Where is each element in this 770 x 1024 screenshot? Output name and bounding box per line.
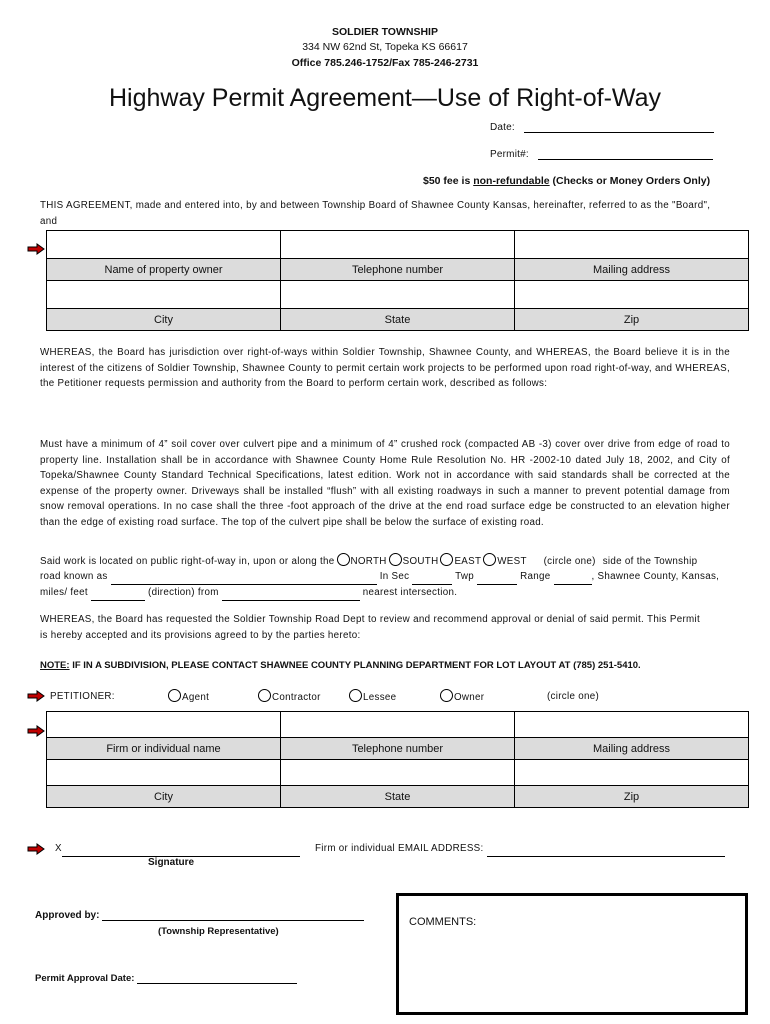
circle-one-hint: (circle one) (543, 556, 596, 567)
miles-feet-label: miles/ feet (40, 587, 88, 598)
date-field[interactable] (524, 121, 714, 133)
firm-name-input[interactable] (47, 712, 281, 738)
north-option[interactable] (337, 553, 350, 566)
intersection-field[interactable] (222, 590, 360, 601)
twp-label: Twp (455, 571, 475, 582)
date-row (490, 121, 714, 133)
email-field[interactable] (487, 846, 725, 857)
contractor-label: Contractor (272, 692, 321, 703)
petitioner-label: PETITIONER: (50, 691, 115, 702)
owner-phone-input[interactable] (281, 231, 515, 259)
north-label: NORTH (350, 556, 387, 567)
lessee-label: Lessee (363, 692, 397, 703)
owner-table (46, 230, 749, 331)
permit-row (490, 148, 713, 160)
permit-number-field[interactable] (538, 148, 713, 160)
nearest-intersection-text: nearest intersection. (362, 587, 458, 598)
distance-field[interactable] (91, 590, 145, 601)
note-line (40, 660, 641, 671)
approval-date-field[interactable] (137, 973, 297, 984)
approved-by-label: Approved by: (35, 910, 100, 921)
note-label: NOTE: (40, 660, 70, 671)
firm-zip-label: Zip (515, 786, 749, 808)
firm-phone-input[interactable] (281, 712, 515, 738)
comments-label: COMMENTS: (409, 916, 477, 928)
owner-mailing-label: Mailing address (515, 259, 749, 281)
west-label: WEST (497, 556, 527, 567)
agent-option[interactable] (168, 689, 181, 702)
location-intro: Said work is located on public right-of-way in, upon or along the (40, 556, 335, 567)
owner-label: Owner (454, 692, 485, 703)
road-known-as-label: road known as (40, 571, 108, 582)
note-text: IF IN A SUBDIVISION, PLEASE CONTACT SHAWNEE COUNTY PLANNING DEPARTMENT FOR LOT LAYOUT AT (785) 251-5410. (69, 660, 641, 671)
petitioner-contractor (256, 689, 321, 706)
firm-table (46, 711, 749, 808)
owner-name-input[interactable] (47, 231, 281, 259)
range-field[interactable] (554, 574, 592, 585)
firm-phone-label: Telephone number (281, 738, 515, 760)
south-option[interactable] (389, 553, 402, 566)
owner-mailing-input[interactable] (515, 231, 749, 259)
petitioner-circle-one: (circle one) (547, 691, 600, 702)
signature-label: Signature (148, 857, 195, 868)
owner-zip-input[interactable] (515, 281, 749, 309)
owner-option[interactable] (440, 689, 453, 702)
lessee-option[interactable] (349, 689, 362, 702)
approved-by-row (35, 910, 364, 921)
org-contact: Office 785.246-1752/Fax 785-246-2731 (291, 57, 479, 69)
township-rep-label: (Township Representative) (158, 926, 279, 937)
approval-date-label: Permit Approval Date: (35, 973, 135, 984)
page-title: Highway Permit Agreement—Use of Right-of-Way (108, 84, 662, 112)
firm-mailing-label: Mailing address (515, 738, 749, 760)
fee-suffix: (Checks or Money Orders Only) (549, 175, 711, 187)
org-address: 334 NW 62nd St, Topeka KS 66617 (302, 41, 468, 53)
owner-phone-label: Telephone number (281, 259, 515, 281)
red-arrow-icon (27, 725, 45, 737)
side-text: side of the Township (602, 556, 698, 567)
location-line-1 (40, 553, 740, 570)
red-arrow-icon (27, 843, 45, 855)
whereas-1: WHEREAS, the Board has jurisdiction over right-of-ways within Soldier Township, Shawnee County, and WHEREAS, the Board believe it is in the interest of the citizens of Soldier Township, Shawnee County to permit certain work projects to be performed upon road right-of-way, and WHEREAS, the Petitioner requests permission and authority from the Board to perform certain work, described as follows: (40, 347, 730, 390)
red-arrow-icon (27, 243, 45, 255)
firm-zip-input[interactable] (515, 760, 749, 786)
owner-city-input[interactable] (47, 281, 281, 309)
east-label: EAST (454, 556, 482, 567)
fee-prefix: $50 fee is (423, 175, 474, 187)
agreement-intro: THIS AGREEMENT, made and entered into, by and between Township Board of Shawnee County Kansas, hereinafter, referred to as the "Board", and (40, 200, 711, 227)
petitioner-lessee (347, 689, 396, 706)
firm-state-label: State (281, 786, 515, 808)
email-label: Firm or individual EMAIL ADDRESS: (315, 843, 484, 854)
approved-by-field[interactable] (102, 910, 364, 921)
signature-field[interactable] (62, 846, 300, 857)
fee-notice (423, 175, 710, 187)
location-line-2 (40, 569, 740, 585)
permit-label: Permit#: (490, 149, 529, 160)
email-row (315, 841, 725, 857)
comments-box[interactable] (396, 893, 748, 1015)
south-label: SOUTH (402, 556, 439, 567)
petitioner-agent (166, 689, 209, 706)
county-state-text: , Shawnee County, Kansas, (591, 571, 720, 582)
approval-date-row (35, 973, 297, 984)
owner-zip-label: Zip (515, 309, 749, 331)
firm-city-input[interactable] (47, 760, 281, 786)
date-label: Date: (490, 122, 515, 133)
org-name: SOLDIER TOWNSHIP (332, 26, 438, 38)
road-name-field[interactable] (111, 574, 377, 585)
owner-name-label: Name of property owner (47, 259, 281, 281)
direction-from-label: (direction) from (148, 587, 219, 598)
red-arrow-icon (27, 690, 45, 702)
contractor-option[interactable] (258, 689, 271, 702)
fee-emphasis: non-refundable (473, 175, 550, 187)
requirements-text: Must have a minimum of 4” soil cover over culvert pipe and a minimum of 4” crushed rock (compacted AB -3) cover over drive from edge of road to property line. Installation shall be in accordance with Shawnee County Home Rule Resolution No. HR -2002-10 dated July 18, 2002, and City of Topeka/Shawnee County Standard Technical Specifications, latest edition. Work not in accordance with said standards shall be corrected at the expense of the property owner. Driveways shall be installed “flush” with all existing roadways in such a manner to prevent potential damage from snow removal operations. In no case shall the three -foot approach of the drive at the end road surface edge be constructed to an elevation higher than the edge of existing road surface. The top of the culvert pipe shall be below the surface of existing road. (40, 439, 730, 528)
firm-state-input[interactable] (281, 760, 515, 786)
owner-city-label: City (47, 309, 281, 331)
whereas-2: WHEREAS, the Board has requested the Soldier Township Road Dept to review and recommend approval or denial of said permit. This Permit is hereby accepted and its provisions agreed to by the parties hereto: (40, 614, 700, 641)
owner-state-input[interactable] (281, 281, 515, 309)
range-label: Range (520, 571, 551, 582)
owner-state-label: State (281, 309, 515, 331)
east-option[interactable] (440, 553, 453, 566)
township-field[interactable] (477, 574, 517, 585)
firm-name-label: Firm or individual name (47, 738, 281, 760)
signature-row (55, 841, 300, 857)
in-sec-label: In Sec (379, 571, 410, 582)
section-field[interactable] (412, 574, 452, 585)
location-line-3 (40, 585, 740, 601)
petitioner-owner (438, 689, 484, 706)
firm-city-label: City (47, 786, 281, 808)
west-option[interactable] (483, 553, 496, 566)
signature-x: X (55, 843, 62, 854)
firm-mailing-input[interactable] (515, 712, 749, 738)
agent-label: Agent (182, 692, 210, 703)
